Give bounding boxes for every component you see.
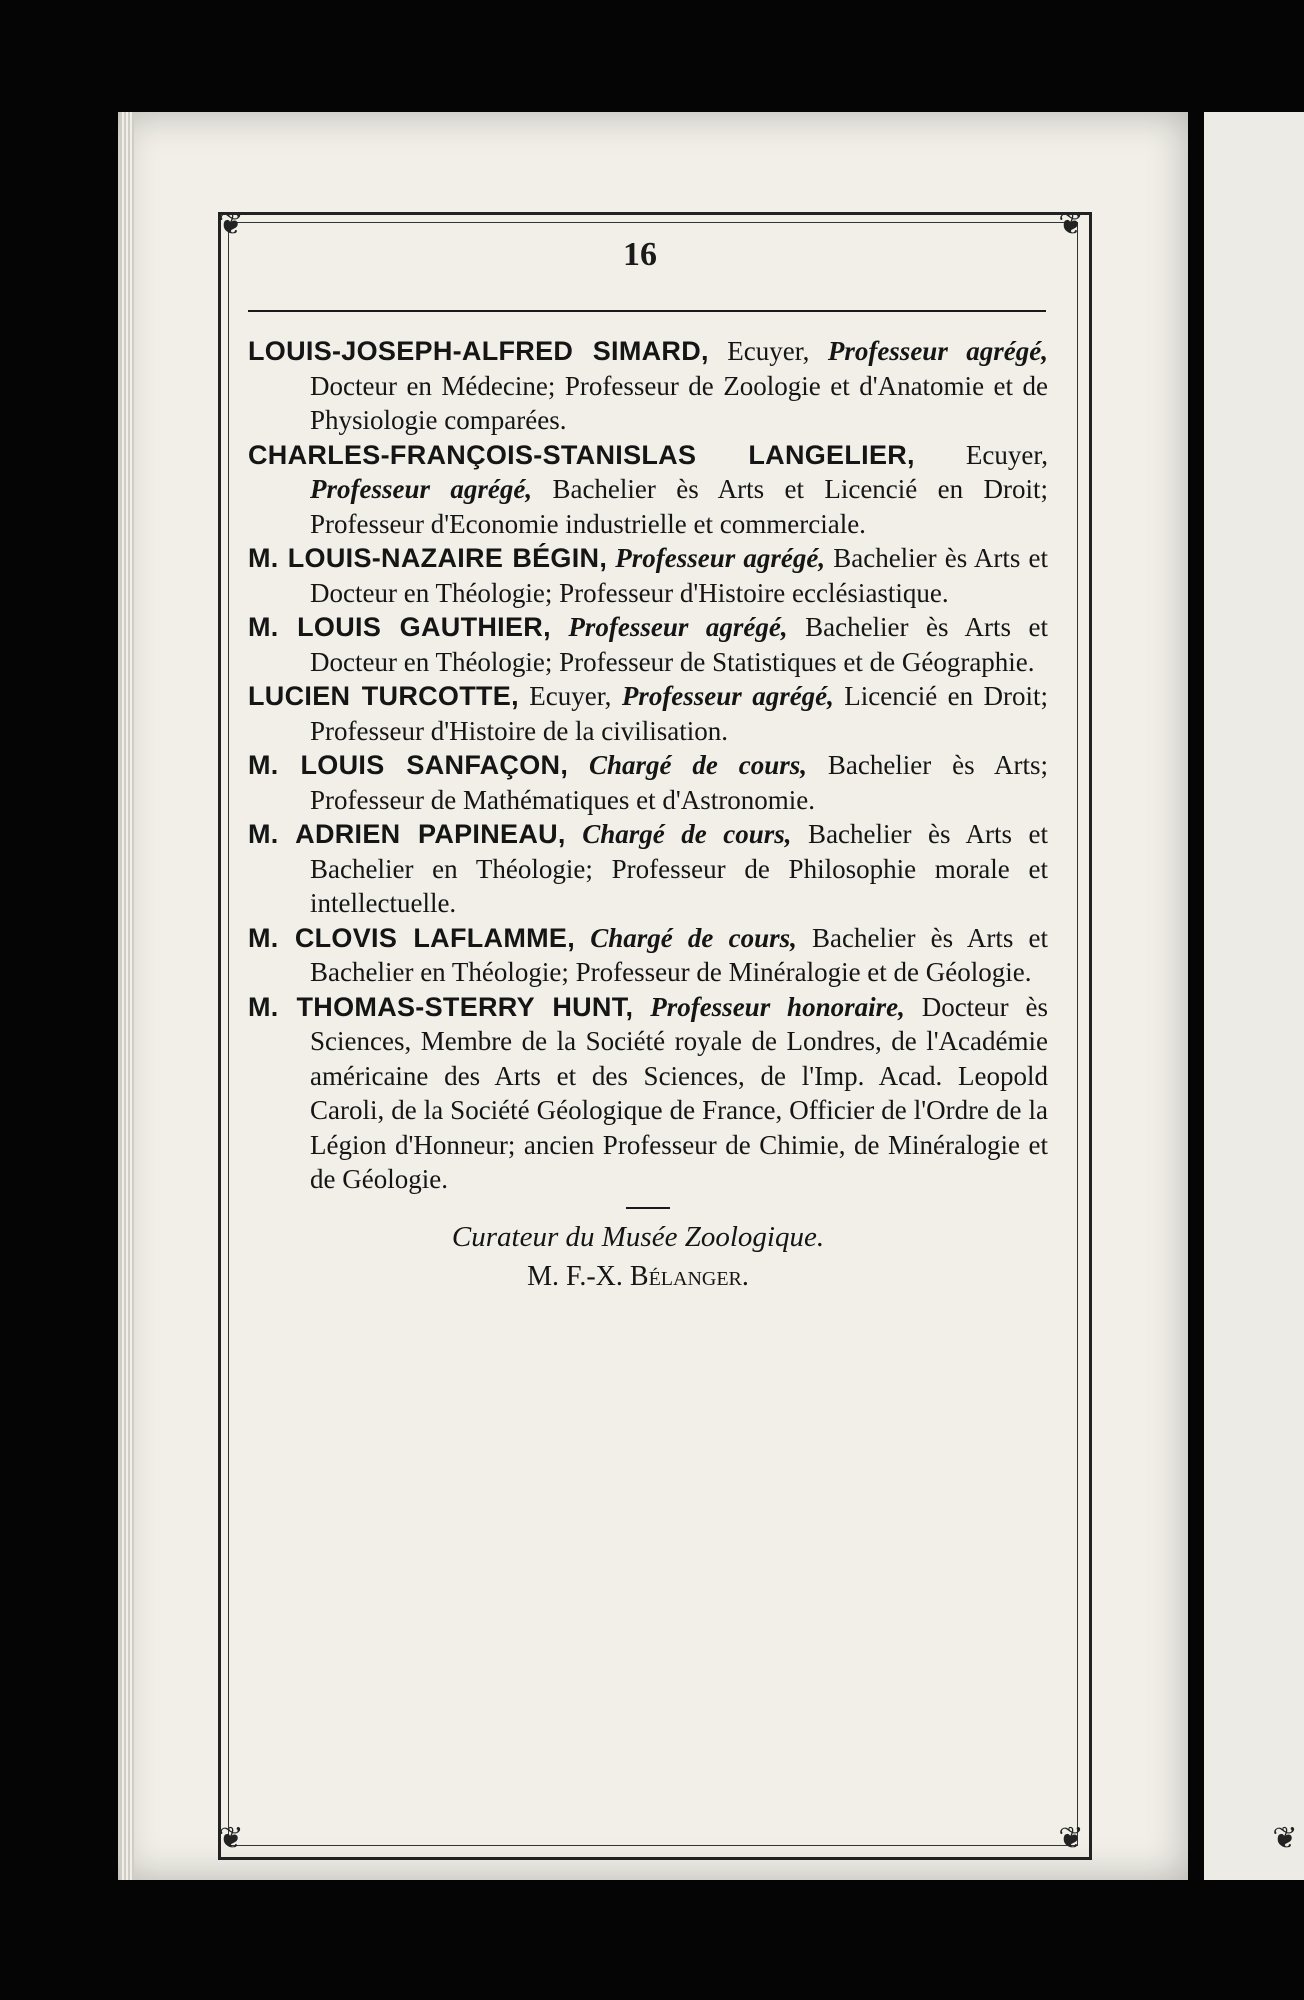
entry-name: THOMAS-STERRY HUNT,	[296, 991, 634, 1022]
entry-title: Professeur agrégé,	[568, 612, 788, 642]
curator-surname: Bélanger.	[629, 1260, 749, 1292]
entry-description: Bachelier ès Arts et Licencié en Droit; Professeur d'Economie industrielle et commerciale.	[310, 474, 1048, 539]
entry-description: Docteur ès Sciences, Membre de la Société royale de Londres, de l'Académie américaine des Arts et des Sciences, de l'Imp. Acad. Leopold Caroli, de la Société Géologique de France, Officier de l'Ordre de la Légion d'Honneur; ancien Professeur de Chimie, de Minéralogie et de Géologie.	[310, 991, 1049, 1194]
faculty-entry	[248, 610, 1048, 679]
entry-name: LOUIS-JOSEPH-ALFRED SIMARD,	[248, 336, 709, 366]
faculty-entry	[248, 990, 1048, 1197]
entry-honorific	[568, 750, 589, 780]
page-edge	[120, 112, 134, 1880]
entry-title: Chargé de cours,	[582, 819, 792, 849]
section-divider	[626, 1207, 670, 1209]
entry-name: LOUIS GAUTHIER,	[297, 612, 551, 642]
entry-prefix: M.	[248, 922, 295, 953]
entry-title: Professeur agrégé,	[621, 681, 834, 711]
faculty-entry	[248, 748, 1048, 817]
curator-name-prefix: M. F.-X.	[527, 1260, 630, 1292]
entry-name: ADRIEN PAPINEAU,	[295, 819, 566, 849]
entries-container	[248, 334, 1048, 1197]
entry-description: Bachelier ès Arts et Docteur en Théologie; Professeur de Statistiques et de Géographie.	[310, 612, 1048, 677]
entry-name: LOUIS SANFAÇON,	[300, 750, 569, 780]
corner-ornament-icon: ❦	[1272, 1821, 1298, 1856]
entry-honorific: Ecuyer,	[914, 439, 1048, 470]
entry-description: Bachelier ès Arts et Docteur en Théologie; Professeur d'Histoire ecclésiastique.	[310, 543, 1048, 608]
entry-prefix: M.	[248, 543, 288, 573]
entry-description: Bachelier ès Arts; Professeur de Mathématiques et d'Astronomie.	[310, 750, 1048, 815]
entry-name: CHARLES-FRANÇOIS-STANISLAS LANGELIER,	[248, 439, 915, 470]
corner-ornament-icon: ❦	[1058, 1821, 1084, 1856]
entry-description: Bachelier ès Arts et Bachelier en Théologie; Professeur de Philosophie morale et intellectuelle.	[310, 819, 1048, 918]
header-rule	[248, 310, 1046, 312]
entry-title: Professeur agrégé,	[615, 543, 826, 573]
faculty-entry	[248, 438, 1048, 542]
faculty-list	[248, 334, 1048, 1297]
entry-prefix: M.	[248, 819, 296, 849]
entry-title: Professeur honoraire,	[650, 991, 905, 1022]
entry-honorific: Ecuyer,	[708, 336, 828, 366]
entry-honorific	[551, 612, 569, 642]
faculty-entry	[248, 921, 1048, 990]
entry-prefix: M.	[248, 612, 298, 642]
entry-name: CLOVIS LAFLAMME,	[294, 922, 576, 953]
entry-prefix: M.	[248, 991, 297, 1022]
entry-title: Professeur agrégé,	[827, 336, 1048, 366]
entry-name: LUCIEN TURCOTTE,	[248, 681, 519, 711]
entry-prefix: M.	[248, 750, 301, 780]
entry-title: Chargé de cours,	[590, 922, 797, 953]
faculty-entry	[248, 334, 1048, 438]
corner-ornament-icon: ❦	[1058, 207, 1084, 242]
entry-title: Professeur agrégé,	[310, 474, 533, 504]
faculty-entry	[248, 541, 1048, 610]
entry-title: Chargé de cours,	[589, 750, 807, 780]
entry-honorific	[575, 923, 590, 953]
entry-honorific	[566, 819, 583, 849]
corner-ornament-icon: ❦	[218, 1821, 244, 1856]
corner-ornament-icon: ❦	[218, 207, 244, 242]
faculty-entry	[248, 679, 1048, 748]
faculty-entry	[248, 817, 1048, 921]
entry-honorific	[633, 992, 650, 1022]
entry-honorific: Ecuyer,	[518, 681, 622, 711]
entry-description: Docteur en Médecine; Professeur de Zoologie et d'Anatomie et de Physiologie comparées.	[310, 370, 1048, 435]
page-number: 16	[623, 236, 657, 273]
entry-description: Licencié en Droit; Professeur d'Histoire de la civilisation.	[310, 681, 1048, 746]
curator-name	[248, 1257, 1048, 1297]
entry-name: LOUIS-NAZAIRE BÉGIN,	[287, 543, 608, 573]
entry-description: Bachelier ès Arts et Bachelier en Théologie; Professeur de Minéralogie et de Géologie.	[310, 922, 1048, 987]
next-page-edge	[1204, 112, 1304, 1880]
curator-heading: Curateur du Musée Zoologique.	[451, 1220, 825, 1253]
